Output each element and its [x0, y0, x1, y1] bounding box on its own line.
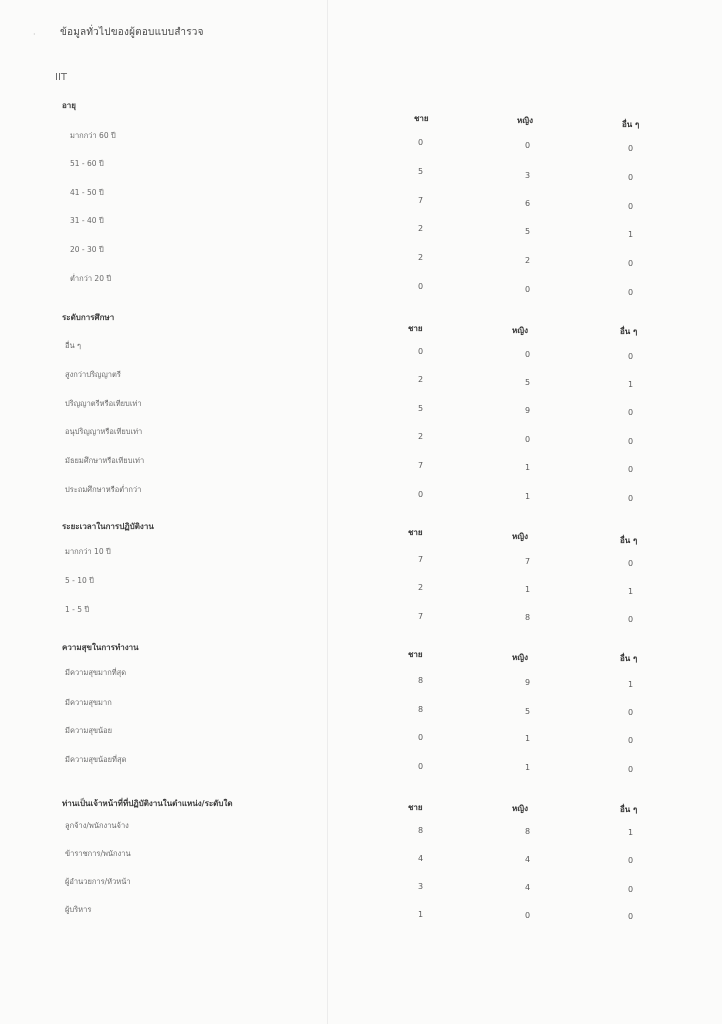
count-cell: 1	[628, 380, 634, 389]
count-cell: 6	[525, 199, 531, 208]
scan-mark: ·	[33, 30, 36, 39]
count-cell: 7	[418, 555, 424, 564]
column-header: หญิง	[512, 532, 528, 541]
count-cell: 0	[628, 736, 634, 745]
section-title: ระดับการศึกษา	[62, 313, 115, 322]
count-cell: 4	[418, 854, 424, 863]
row-label: มีความสุขน้อยที่สุด	[65, 755, 127, 764]
row-label: ผู้บริหาร	[65, 905, 92, 914]
row-label: อนุปริญญาหรือเทียบเท่า	[65, 427, 143, 436]
count-cell: 8	[418, 705, 424, 714]
count-cell: 8	[525, 827, 531, 836]
count-cell: 1	[525, 463, 531, 472]
count-cell: 1	[525, 585, 531, 594]
row-label: สูงกว่าปริญญาตรี	[65, 370, 121, 379]
count-cell: 0	[525, 435, 531, 444]
row-label: 5 - 10 ปี	[65, 576, 94, 585]
count-cell: 0	[628, 352, 634, 361]
section-title: ความสุขในการทำงาน	[62, 643, 139, 652]
row-label: ผู้อำนวยการ/หัวหน้า	[65, 877, 131, 886]
count-cell: 0	[628, 765, 634, 774]
count-cell: 5	[525, 227, 531, 236]
count-cell: 7	[525, 557, 531, 566]
column-header: อื่น ๆ	[622, 120, 640, 129]
count-cell: 0	[628, 885, 634, 894]
count-cell: 0	[418, 762, 424, 771]
count-cell: 4	[525, 883, 531, 892]
count-cell: 1	[525, 734, 531, 743]
count-cell: 5	[418, 167, 424, 176]
count-cell: 0	[418, 138, 424, 147]
count-cell: 0	[628, 144, 634, 153]
count-cell: 9	[525, 678, 531, 687]
count-cell: 0	[628, 465, 634, 474]
document-title: ข้อมูลทั่วไปของผู้ตอบแบบสำรวจ	[60, 27, 204, 38]
row-label: มัธยมศึกษาหรือเทียบเท่า	[65, 456, 145, 465]
count-cell: 0	[628, 856, 634, 865]
count-cell: 1	[525, 763, 531, 772]
column-header: ชาย	[408, 528, 423, 537]
count-cell: 0	[628, 202, 634, 211]
count-cell: 0	[628, 408, 634, 417]
column-header: อื่น ๆ	[620, 327, 638, 336]
count-cell: 0	[418, 733, 424, 742]
count-cell: 7	[418, 612, 424, 621]
row-label: 51 - 60 ปี	[70, 159, 104, 168]
row-label: 1 - 5 ปี	[65, 605, 90, 614]
count-cell: 0	[418, 490, 424, 499]
count-cell: 8	[418, 826, 424, 835]
count-cell: 0	[628, 708, 634, 717]
row-label: 31 - 40 ปี	[70, 216, 104, 225]
count-cell: 0	[628, 494, 634, 503]
count-cell: 1	[525, 492, 531, 501]
count-cell: 0	[525, 141, 531, 150]
count-cell: 2	[418, 583, 424, 592]
count-cell: 3	[418, 882, 424, 891]
column-header: หญิง	[512, 326, 528, 335]
section-title: ระยะเวลาในการปฏิบัติงาน	[62, 522, 154, 531]
column-header: ชาย	[408, 650, 423, 659]
count-cell: 1	[628, 230, 634, 239]
row-label: ปริญญาตรีหรือเทียบเท่า	[65, 399, 142, 408]
row-label: มากกว่า 10 ปี	[65, 547, 111, 556]
count-cell: 0	[628, 173, 634, 182]
organization-label: IIT	[55, 72, 68, 83]
count-cell: 1	[628, 680, 634, 689]
count-cell: 0	[628, 437, 634, 446]
count-cell: 5	[525, 378, 531, 387]
count-cell: 0	[628, 615, 634, 624]
count-cell: 0	[525, 350, 531, 359]
column-header: อื่น ๆ	[620, 654, 638, 663]
row-label: มีความสุขมาก	[65, 698, 112, 707]
count-cell: 8	[525, 613, 531, 622]
row-label: มีความสุขน้อย	[65, 726, 113, 735]
count-cell: 5	[525, 707, 531, 716]
count-cell: 0	[628, 288, 634, 297]
row-label: มากกว่า 60 ปี	[70, 131, 116, 140]
row-label: อื่น ๆ	[65, 341, 82, 350]
row-label: มีความสุขมากที่สุด	[65, 668, 127, 677]
page-fold-line	[327, 0, 328, 1024]
count-cell: 0	[418, 282, 424, 291]
count-cell: 2	[418, 224, 424, 233]
column-header: หญิง	[517, 116, 533, 125]
row-label: ต่ำกว่า 20 ปี	[70, 274, 112, 283]
column-header: ชาย	[414, 114, 429, 123]
column-header: ชาย	[408, 803, 423, 812]
count-cell: 2	[418, 375, 424, 384]
count-cell: 0	[525, 285, 531, 294]
count-cell: 0	[628, 559, 634, 568]
row-label: 20 - 30 ปี	[70, 245, 104, 254]
count-cell: 0	[628, 259, 634, 268]
count-cell: 2	[418, 432, 424, 441]
column-header: หญิง	[512, 653, 528, 662]
count-cell: 1	[628, 828, 634, 837]
count-cell: 0	[525, 911, 531, 920]
column-header: หญิง	[512, 804, 528, 813]
count-cell: 7	[418, 461, 424, 470]
count-cell: 4	[525, 855, 531, 864]
count-cell: 5	[418, 404, 424, 413]
count-cell: 3	[525, 171, 531, 180]
row-label: 41 - 50 ปี	[70, 188, 104, 197]
count-cell: 2	[418, 253, 424, 262]
count-cell: 9	[525, 406, 531, 415]
count-cell: 0	[418, 347, 424, 356]
count-cell: 1	[628, 587, 634, 596]
row-label: ข้าราชการ/พนักงาน	[65, 849, 131, 858]
count-cell: 8	[418, 676, 424, 685]
column-header: ชาย	[408, 324, 423, 333]
column-header: อื่น ๆ	[620, 805, 638, 814]
count-cell: 2	[525, 256, 531, 265]
section-title: ท่านเป็นเจ้าหน้าที่ที่ปฏิบัติงานในตำแหน่ง/ระดับใด	[62, 799, 233, 808]
count-cell: 0	[628, 912, 634, 921]
section-title: อายุ	[62, 101, 76, 110]
count-cell: 1	[418, 910, 424, 919]
row-label: ประถมศึกษาหรือต่ำกว่า	[65, 485, 142, 494]
column-header: อื่น ๆ	[620, 536, 638, 545]
count-cell: 7	[418, 196, 424, 205]
row-label: ลูกจ้าง/พนักงานจ้าง	[65, 821, 129, 830]
